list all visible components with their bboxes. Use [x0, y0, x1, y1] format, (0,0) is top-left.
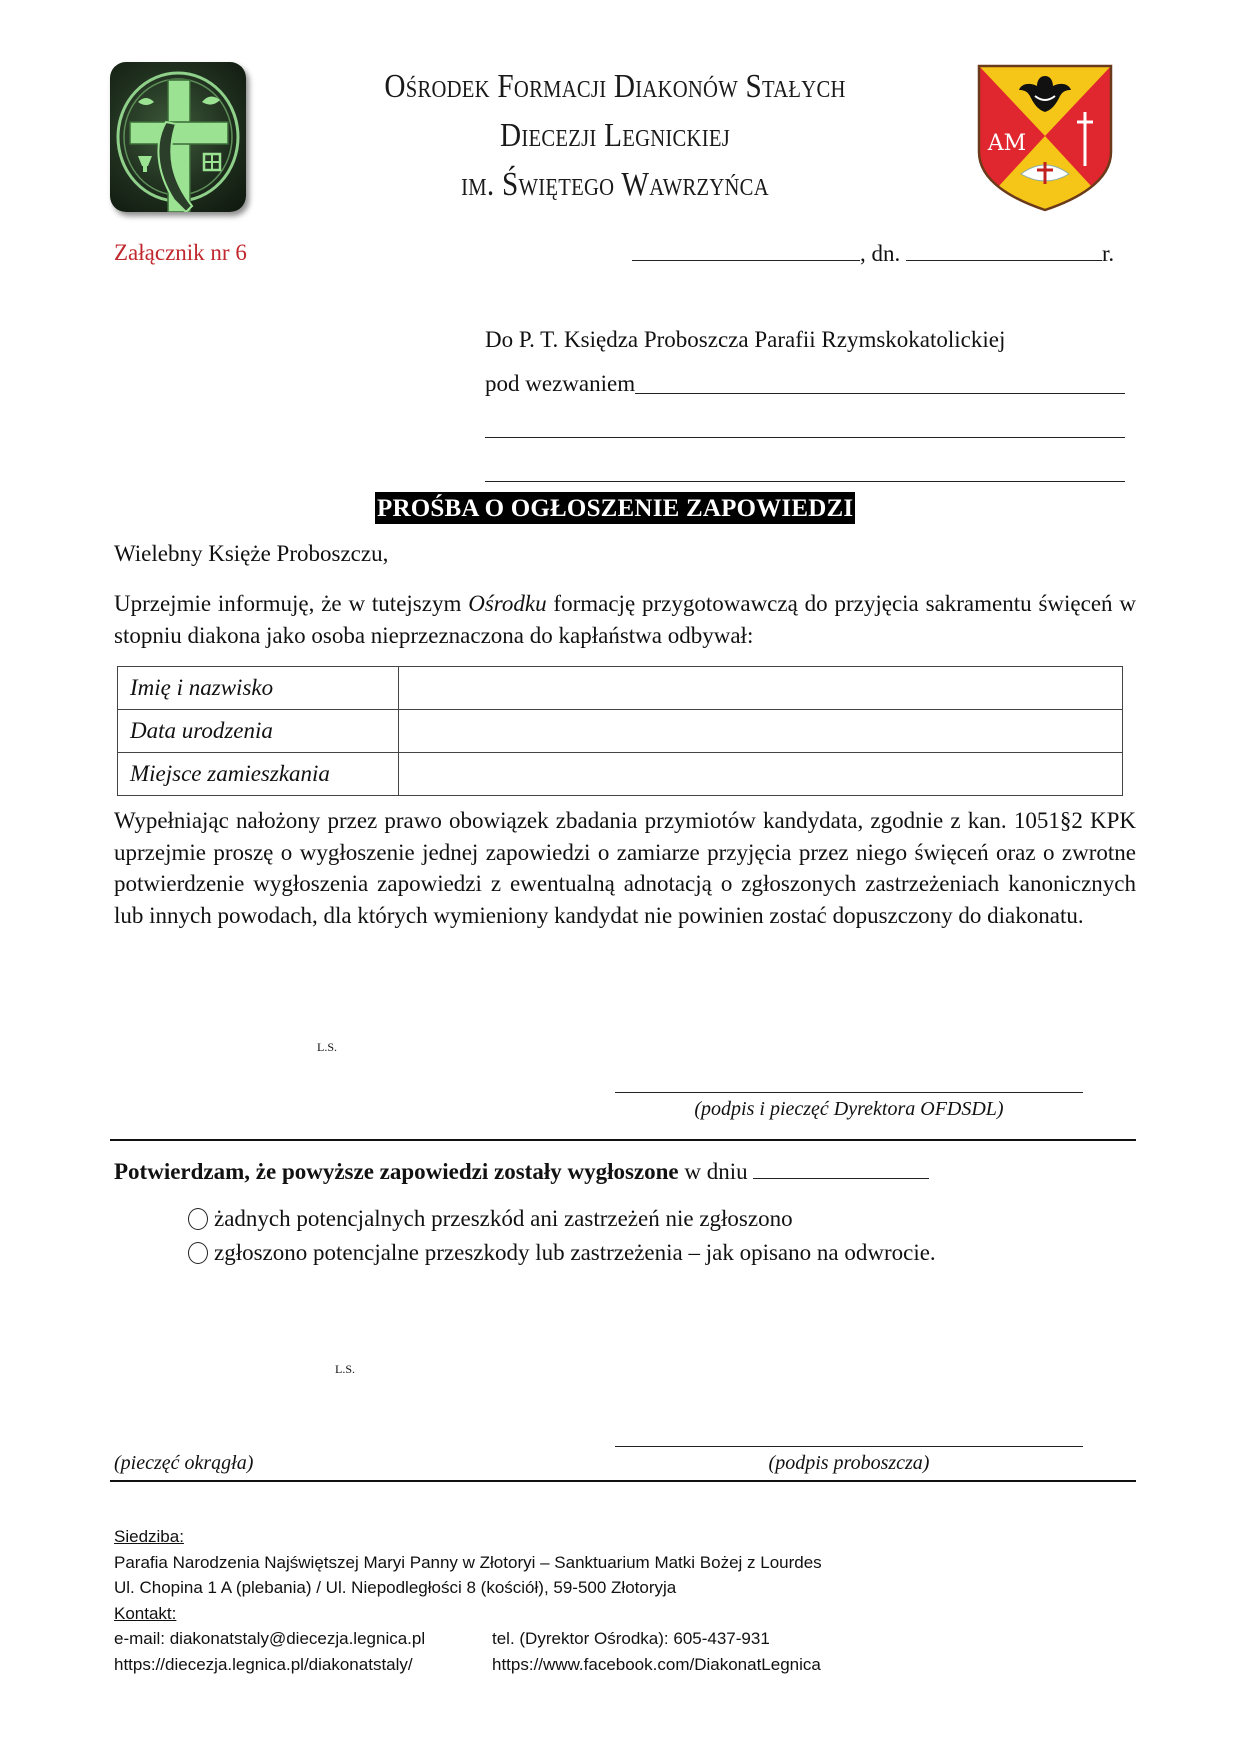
request-paragraph: Wypełniając nałożony przez prawo obowiązek zbadania przymiotów kandydata, zgodnie z kan. 1051§2 KPK uprzejmie proszę o wygłoszenie jednej zapowiedzi o zamiarze przyjęcia przez niego święceń oraz o zwrotne potwierdzenie wygłoszenia zapowiedzi z ewentualną adnotacją o zgłoszonych zastrzeżeniach kanonicznych lub innych powodach, dla których wymieniony kandydat nie powinien zostać dopuszczony do diakonatu. — [114, 808, 1136, 928]
confirmation-date-label: w dniu — [678, 1159, 754, 1184]
intro-text-before: Uprzejmie informuję, że w tutejszym — [114, 591, 469, 616]
contact-row-1 — [114, 1626, 822, 1652]
contact-heading: Kontakt: — [114, 1603, 177, 1623]
contact-row-2 — [114, 1652, 822, 1678]
header-title-line-2: Diecezji Legnickiej — [499, 117, 731, 154]
salutation: Wielebny Księże Proboszczu, — [114, 541, 389, 566]
patron-label: pod wezwaniem — [485, 371, 636, 396]
birth-date-field[interactable] — [399, 710, 1123, 753]
addressee-line-3 — [485, 402, 1125, 446]
header-title-line-3: im. Świętego Wawrzyńca — [461, 166, 769, 203]
option-no-impediments[interactable] — [188, 1206, 793, 1232]
confirmation-bold-text: Potwierdzam, że powyższe zapowiedzi zostały wygłoszone — [114, 1159, 679, 1184]
table-row — [118, 710, 1123, 753]
intro-text-italic: Ośrodku — [468, 591, 547, 616]
addressee-line-1 — [485, 314, 1125, 358]
document-title: PROŚBA O OGŁOSZENIE ZAPOWIEDZI — [375, 492, 855, 524]
director-signature-line[interactable] — [615, 1092, 1083, 1093]
seat-heading: Siedziba: — [114, 1527, 184, 1546]
radio-circle-icon[interactable] — [188, 1242, 208, 1264]
diaconate-cross-logo — [110, 62, 246, 212]
seat-line-1: Parafia Narodzenia Najświętszej Maryi Panny w Złotoryi – Sanktuarium Matki Bożej z Lourdes — [114, 1552, 822, 1572]
seal-mark-pastor: L.S. — [335, 1362, 356, 1376]
residence-label: Miejsce zamieszkania — [118, 753, 399, 796]
radio-circle-icon[interactable] — [188, 1208, 208, 1230]
director-signature-caption: (podpis i pieczęć Dyrektora OFDSDL) — [694, 1098, 1004, 1120]
page-header-title — [260, 62, 970, 209]
coat-of-arms-logo — [975, 62, 1115, 212]
birth-date-label: Data urodzenia — [118, 710, 399, 753]
date-separator: , dn. — [860, 241, 901, 266]
pastor-signature-caption: (podpis proboszcza) — [768, 1452, 930, 1474]
footer — [114, 1524, 822, 1677]
place-date-line — [632, 240, 1114, 267]
year-suffix: r. — [1102, 241, 1115, 266]
seal-mark-director: L.S. — [317, 1040, 338, 1054]
parish-field-line-1[interactable] — [485, 413, 1125, 438]
facebook-link[interactable]: https://www.facebook.com/DiakonatLegnica — [492, 1654, 821, 1674]
date-field[interactable] — [906, 240, 1102, 261]
option-label: żadnych potencjalnych przeszkód ani zastrzeżeń nie zgłoszono — [214, 1206, 793, 1231]
intro-paragraph — [114, 588, 1136, 651]
svg-text:AM: AM — [987, 131, 1027, 156]
cross-emblem-icon — [110, 62, 246, 212]
place-field[interactable] — [632, 240, 860, 261]
candidate-name-label: Imię i nazwisko — [118, 667, 399, 710]
addressee-line-2 — [485, 358, 1125, 402]
pastor-signature-line[interactable] — [615, 1446, 1083, 1447]
candidate-table — [117, 666, 1123, 796]
seat-line-2: Ul. Chopina 1 A (plebania) / Ul. Niepodległości 8 (kościół), 59-500 Złotoryja — [114, 1578, 677, 1597]
addressee-line-4 — [485, 446, 1125, 490]
option-label: zgłoszono potencjalne przeszkody lub zastrzeżenia – jak opisano na odwrocie. — [214, 1240, 936, 1265]
round-stamp-caption: (pieczęć okrągła) — [114, 1452, 254, 1474]
section-divider — [110, 1139, 1136, 1141]
intro-text-after: formację przygotowawczą do przyjęcia sakramentu święceń w stopniu diakona jako osoba nieprzeznaczona do kapłaństwa odbywał: — [114, 591, 1137, 648]
residence-field[interactable] — [399, 753, 1123, 796]
patron-field[interactable] — [635, 369, 1125, 394]
footer-divider — [110, 1480, 1136, 1482]
confirmation-statement — [114, 1158, 929, 1185]
email-link[interactable]: e-mail: diakonatstaly@diecezja.legnica.pl — [114, 1629, 426, 1648]
website-link[interactable]: https://diecezja.legnica.pl/diakonatstaly/ — [114, 1654, 413, 1674]
addressee-block — [485, 314, 1125, 490]
addressee-text: Do P. T. Księdza Proboszcza Parafii Rzymskokatolickiej — [485, 327, 1006, 352]
candidate-name-field[interactable] — [399, 667, 1123, 710]
table-row — [118, 753, 1123, 796]
header-title-line-1: Ośrodek Formacji Diakonów Stałych — [384, 68, 846, 105]
option-impediments-reported[interactable] — [188, 1240, 936, 1266]
parish-field-line-2[interactable] — [485, 457, 1125, 482]
confirmation-date-field[interactable] — [753, 1158, 929, 1179]
phone-text: tel. (Dyrektor Ośrodka): 605-437-931 — [492, 1629, 770, 1648]
coat-of-arms-icon — [975, 62, 1115, 212]
table-row — [118, 667, 1123, 710]
attachment-number: Załącznik nr 6 — [114, 240, 247, 265]
